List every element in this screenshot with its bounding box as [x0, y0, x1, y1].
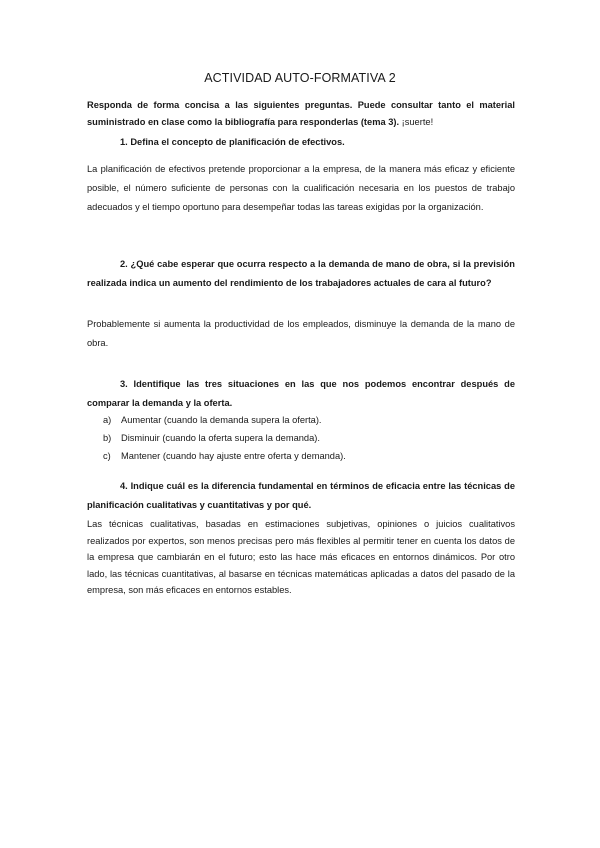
answer-1: La planificación de efectivos pretende proporcionar a la empresa, de la manera más eficaz y eficiente posible, el número suficiente de personas con la cualificación necesaria en los puestos de trabajo adecuados y el tiempo oportuno para desempeñar todas las tareas exigidas por la organización.: [87, 164, 515, 212]
instructions-closing: ¡suerte!: [399, 117, 434, 127]
question-3: 3. Identifique las tres situaciones en las que nos podemos encontrar después de comparar la demanda y la oferta.: [87, 379, 515, 408]
question-4: 4. Indique cuál es la diferencia fundamental en términos de eficacia entre las técnicas de planificación cualitativas y cuantitativas y por qué.: [87, 481, 515, 510]
list-marker: a): [103, 415, 112, 425]
list-text: Disminuir (cuando la oferta supera la demanda).: [121, 433, 320, 443]
answer-4: Las técnicas cualitativas, basadas en estimaciones subjetivas, opiniones o juicios cualitativos realizados por expertos, son menos precisas pero más flexibles al permitir tener en cuenta los datos de la empresa que cambiarán en el futuro; esto las hace más eficaces en entornos dinámicos. Por otro lado, las técnicas cuantitativas, al basarse en técnicas matemáticas aplicadas a datos del pasado de la empresa, son más eficaces en entornos estables.: [87, 519, 515, 595]
question-2: 2. ¿Qué cabe esperar que ocurra respecto a la demanda de mano de obra, si la previsión realizada indica un aumento del rendimiento de los trabajadores actuales de cara al futuro?: [87, 259, 515, 288]
list-marker: c): [103, 451, 111, 461]
answer-2: Probablemente si aumenta la productividad de los empleados, disminuye la demanda de la mano de obra.: [87, 319, 515, 348]
page-title: ACTIVIDAD AUTO-FORMATIVA 2: [204, 71, 396, 85]
instructions: [87, 97, 515, 131]
question-1: 1. Defina el concepto de planificación de efectivos.: [120, 137, 345, 147]
list-item: [103, 447, 346, 465]
list-text: Mantener (cuando hay ajuste entre oferta y demanda).: [121, 451, 346, 461]
list-marker: b): [103, 433, 112, 443]
list-text: Aumentar (cuando la demanda supera la oferta).: [121, 415, 322, 425]
instructions-bold: Responda de forma concisa a las siguientes preguntas. Puede consultar tanto el material suministrado en clase como la bibliografía para responderlas (tema 3).: [87, 100, 515, 127]
situations-list: [103, 411, 346, 465]
list-item: [103, 411, 346, 429]
list-item: [103, 429, 346, 447]
